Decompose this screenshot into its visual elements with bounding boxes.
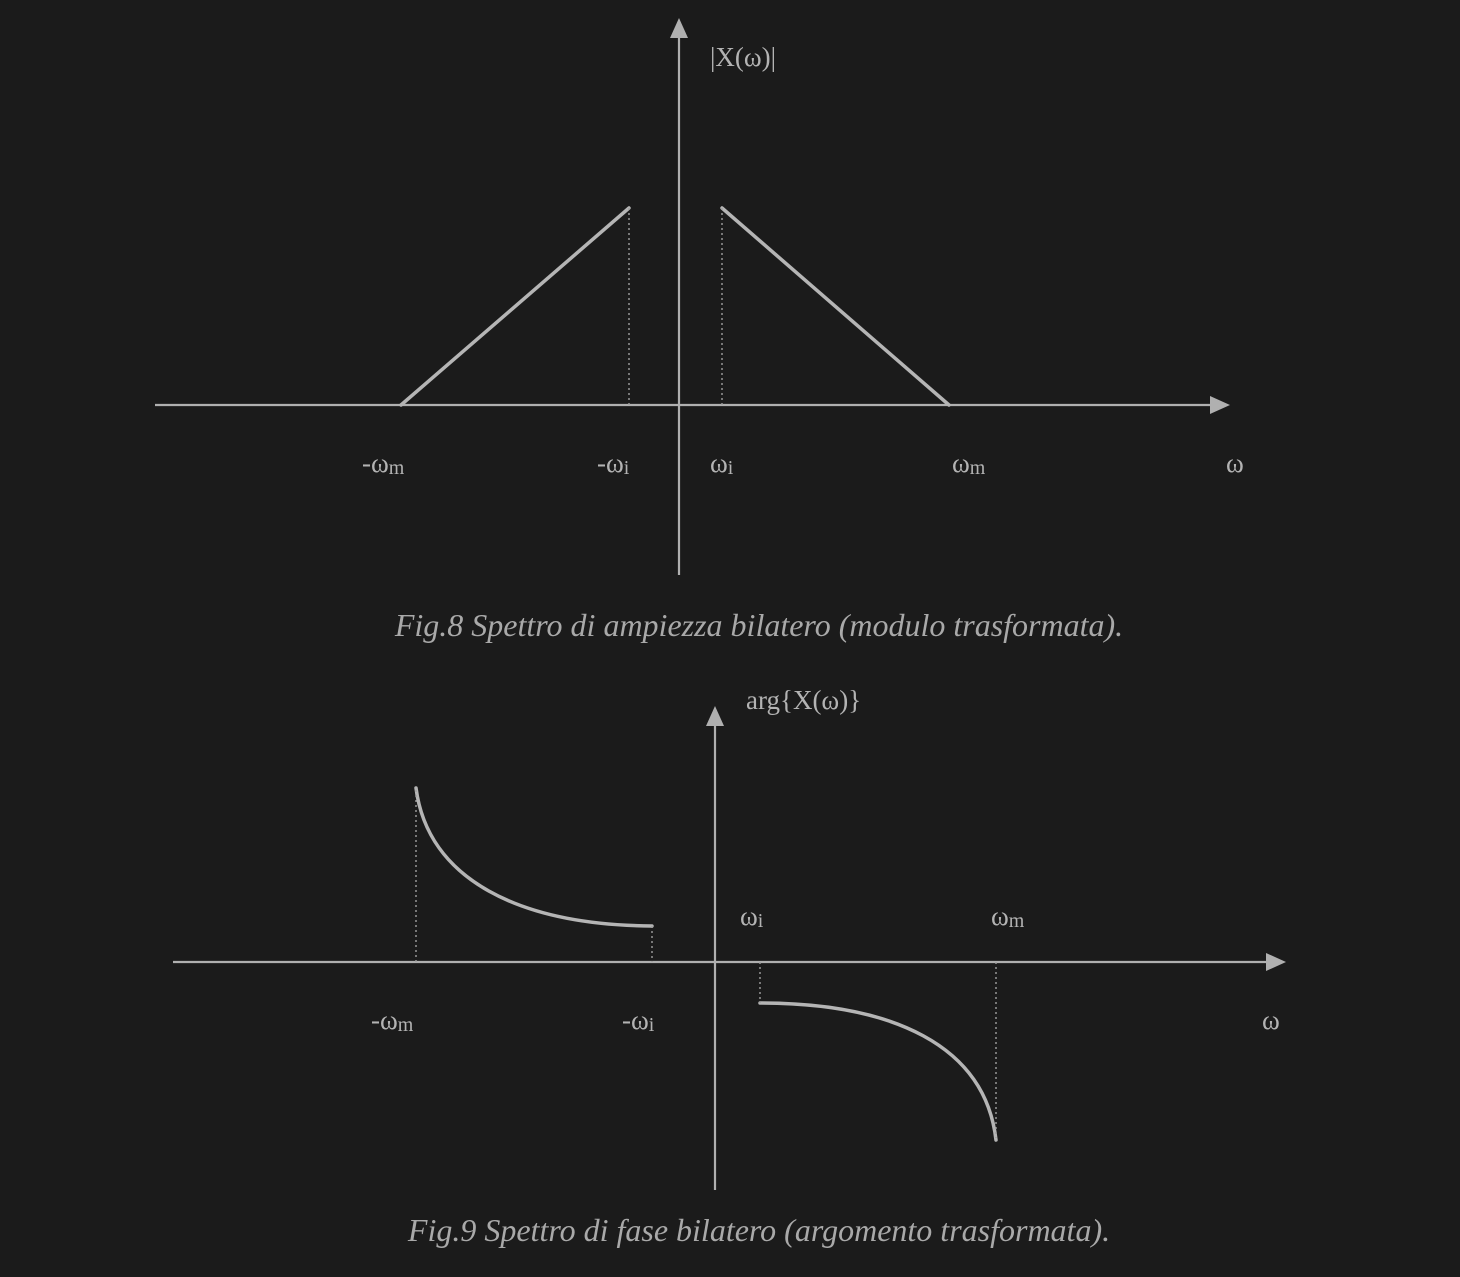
fig9-right-phase-curve — [760, 1003, 996, 1140]
fig8-tick-wm: ωm — [952, 448, 986, 479]
fig9-y-axis-arrowhead — [706, 706, 724, 726]
fig9-y-axis-label: arg{X(ω)} — [746, 685, 862, 715]
fig8-x-axis-arrowhead — [1210, 396, 1230, 414]
figure-9-phase-spectrum — [173, 685, 1286, 1248]
fig8-y-axis-label: |X(ω)| — [710, 42, 777, 72]
fig8-tick-wi: ωi — [710, 448, 734, 479]
fig9-tick-wm: ωm — [991, 901, 1025, 932]
fig8-y-axis-arrowhead — [670, 18, 688, 38]
fig8-left-ramp — [401, 208, 629, 405]
fig9-left-phase-curve — [416, 788, 652, 926]
fig8-x-axis-label: ω — [1226, 448, 1244, 478]
fig9-x-axis-label: ω — [1262, 1005, 1280, 1035]
figure-8-amplitude-spectrum — [155, 18, 1244, 643]
fig8-tick-neg-wi: -ωi — [597, 448, 630, 479]
fig8-right-ramp — [722, 208, 949, 405]
fig9-x-axis-arrowhead — [1266, 953, 1286, 971]
fig9-tick-neg-wi: -ωi — [622, 1005, 655, 1036]
fig9-tick-neg-wm: -ωm — [371, 1005, 414, 1036]
fig8-tick-neg-wm: -ωm — [362, 448, 405, 479]
fig9-caption: Fig.9 Spettro di fase bilatero (argomento trasformata). — [407, 1212, 1111, 1248]
fig8-caption: Fig.8 Spettro di ampiezza bilatero (modulo trasformata). — [394, 607, 1124, 643]
fig9-tick-wi: ωi — [740, 901, 764, 932]
